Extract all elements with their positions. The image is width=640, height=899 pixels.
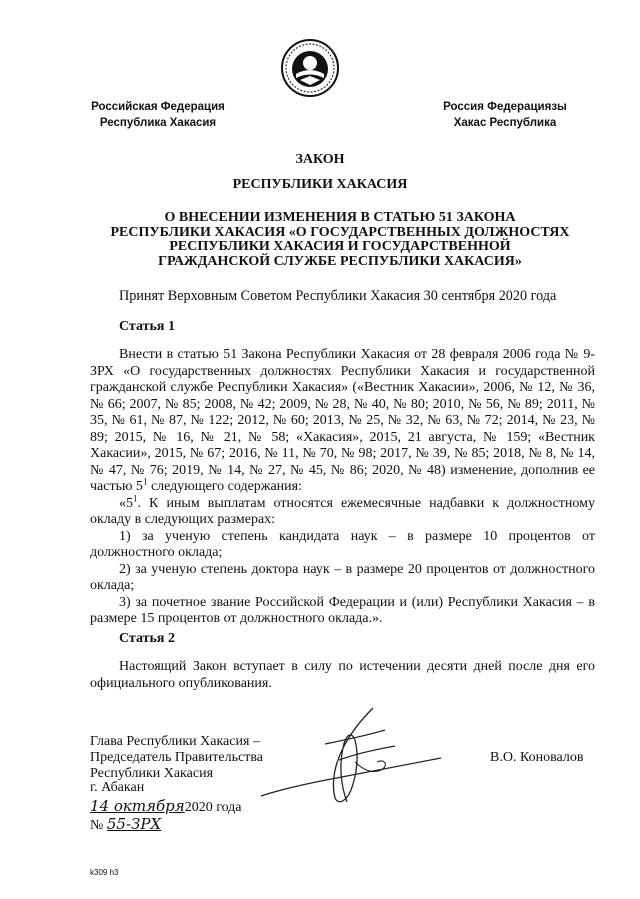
article-1-body	[90, 347, 595, 628]
footer-code: k309 h3	[90, 868, 119, 877]
article-1-intro-tail: следующего содержания:	[147, 479, 302, 494]
coat-of-arms-emblem	[280, 38, 340, 98]
signatory-name: В.О. Коновалов	[490, 750, 584, 765]
article-1-item-3: 3) за почетное звание Российской Федерации и (или) Республики Хакасия – в размере 15 процентов от должностного оклада.».	[90, 594, 595, 626]
header-right-line2: Хакас Республика	[453, 117, 557, 129]
article-1-item-1: 1) за ученую степень кандидата наук – в размере 10 процентов от должностного оклада;	[90, 528, 595, 560]
amendment-title-line4: ГРАЖДАНСКОЙ СЛУЖБЕ РЕСПУБЛИКИ ХАКАСИЯ»	[158, 253, 522, 269]
header-right-line1: Россия Федерациязы	[443, 101, 567, 113]
article-1-quote-superscript: 1	[133, 492, 138, 503]
amendment-title-line3: РЕСПУБЛИКИ ХАКАСИЯ И ГОСУДАРСТВЕННОЙ	[169, 239, 511, 254]
article-1-quote-start: «5	[119, 495, 133, 511]
signatory-position-line3: Республики Хакасия	[90, 766, 214, 781]
document-type-title: ЗАКОН	[295, 152, 345, 167]
signing-place: г. Абакан	[90, 780, 145, 795]
article-1-intro-text: Внести в статью 51 Закона Республики Хакасия от 28 февраля 2006 года № 9-ЗРХ «О государственных должностях Республики Хакасия и государственной гражданской службе Республики Хакасия» («Вестник Хакасии», 2006, № 12, № 36, № 66; 2007, № 85; 2008, № 42; 2009, № 28, № 40, № 80; 2010, № 56, № 89; 2011, № 35, № 61, № 87, № 122; 2012, № 60; 2013, № 25, № 32, № 63, № 72; 2014, № 23, № 89; 2015, № 16, № 21, № 58; «Хакасия», 2015, 21 августа, № 159; «Вестник Хакасии», 2015, № 67; 2016, № 11, № 70, № 98; 2017, № 39, № 85; 2018, № 8, № 14, № 47, № 76; 2019, № 14, № 27, № 45, № 86; 2020, № 48) изменение, дополнив ее частью 5	[90, 347, 595, 494]
article-1-heading: Статья 1	[119, 319, 175, 334]
document-issuer-title: РЕСПУБЛИКИ ХАКАСИЯ	[232, 177, 408, 192]
header-left-block	[88, 99, 228, 131]
article-1-quote-text: . К иным выплатам относятся ежемесячные надбавки к должностному окладу в следующих размерах:	[90, 495, 595, 527]
handwritten-signature	[255, 700, 445, 810]
header-left-line2: Республика Хакасия	[99, 117, 217, 129]
amendment-title-line1: О ВНЕСЕНИИ ИЗМЕНЕНИЯ В СТАТЬЮ 51 ЗАКОНА	[164, 210, 516, 225]
article-1-quote	[90, 492, 595, 529]
adoption-statement: Принят Верховным Советом Республики Хакасия 30 сентября 2020 года	[119, 288, 557, 304]
article-1-intro-superscript: 1	[142, 476, 148, 487]
signatory-position-line1: Глава Республики Хакасия –	[90, 734, 260, 749]
signatory-position-line2: Председатель Правительства	[90, 750, 263, 765]
handwritten-date: 14 октября	[90, 797, 185, 815]
header-right-block	[440, 99, 570, 131]
amendment-title-line2: РЕСПУБЛИКИ ХАКАСИЯ «О ГОСУДАРСТВЕННЫХ ДОЛЖНОСТЯХ	[110, 224, 570, 240]
article-2-text: Настоящий Закон вступает в силу по истечении десяти дней после дня его официального опубликования.	[90, 659, 595, 691]
signatory-position	[90, 734, 263, 782]
amendment-title	[86, 211, 594, 269]
number-prefix: №	[90, 818, 104, 833]
handwritten-number: 55-ЗРХ	[106, 815, 162, 833]
printed-year: 2020 года	[184, 800, 242, 815]
article-2-body	[90, 659, 595, 692]
article-1-item-2: 2) за ученую степень доктора наук – в размере 20 процентов от должностного оклада;	[90, 561, 595, 593]
article-2-heading: Статья 2	[119, 631, 175, 646]
law-number	[90, 815, 161, 835]
article-1-intro	[90, 347, 595, 496]
header-left-line1: Российская Федерация	[91, 101, 225, 113]
signing-date	[90, 797, 242, 817]
